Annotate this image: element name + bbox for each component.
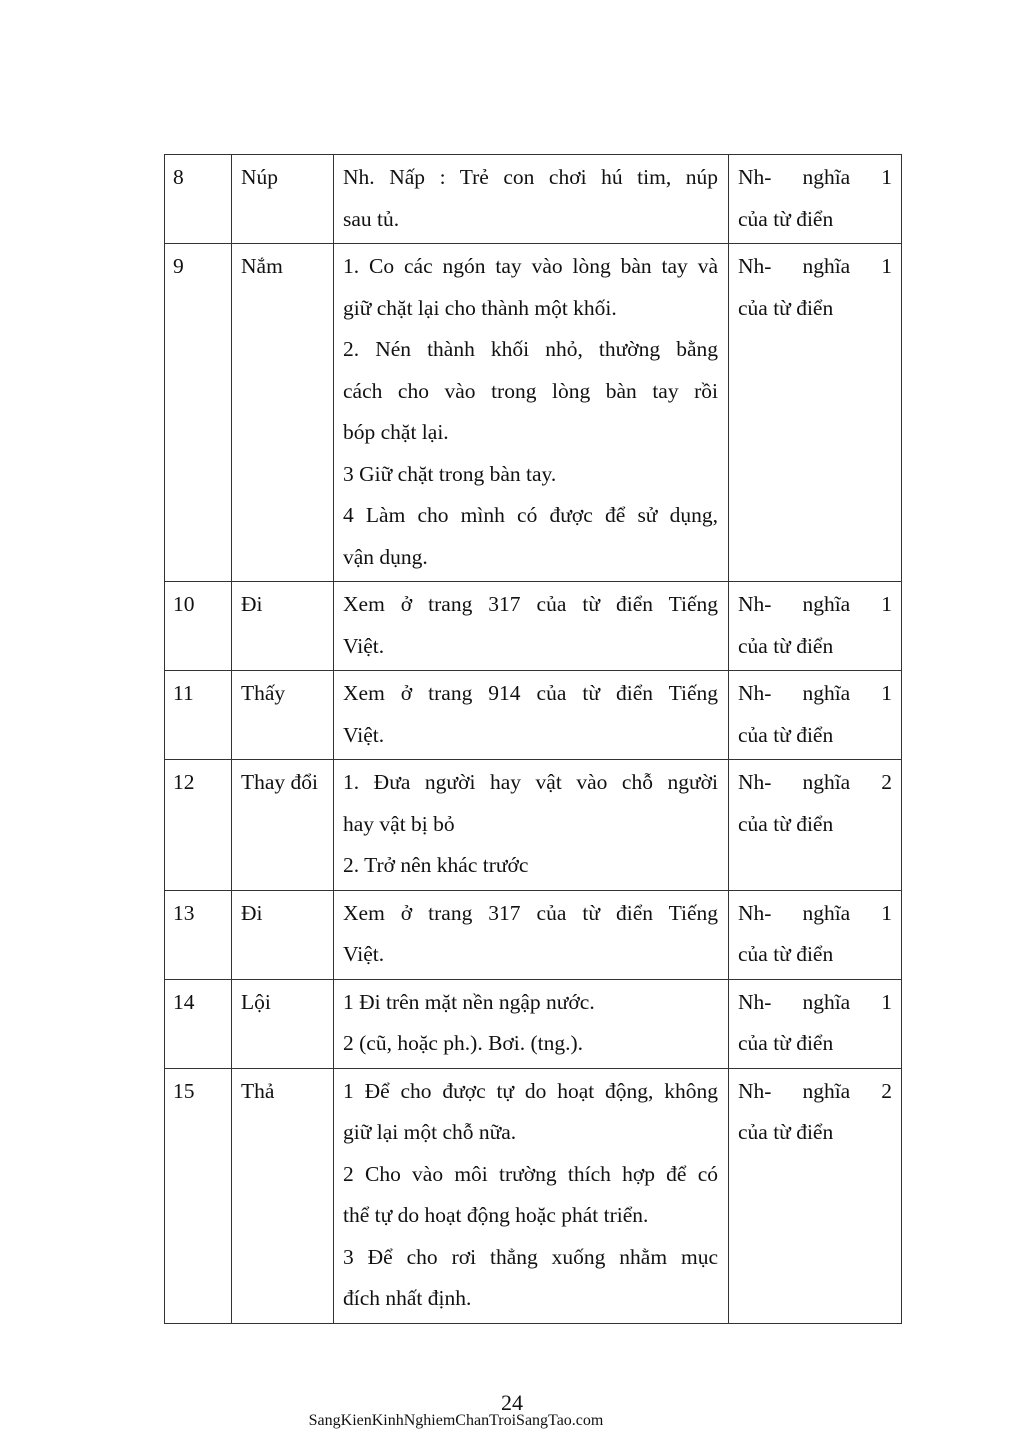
definition-line: Việt. <box>343 942 385 966</box>
definition-line: 1 Đi trên mặt nền ngập nước. <box>343 989 595 1014</box>
note-part-a: Nh- <box>738 900 772 925</box>
definition-line: cách cho vào trong lòng bàn tay rồi <box>343 378 718 403</box>
note-part-a: Nh- <box>738 254 772 278</box>
definition-line: Việt. <box>343 722 385 747</box>
entry-definition <box>334 582 729 671</box>
definition-line: 4 Làm cho mình có được để sử dụng, <box>343 503 718 527</box>
note-source: của từ điển <box>738 1120 834 1144</box>
entry-word: Lội <box>232 979 334 1068</box>
table-row <box>165 890 902 979</box>
table-row <box>165 760 902 891</box>
table-row <box>165 582 902 671</box>
definition-line: 1 Để cho được tự do hoạt động, không <box>343 1078 718 1103</box>
note-part-b: nghĩa <box>802 592 851 616</box>
definition-line: Xem ở trang 914 của từ điển Tiếng <box>343 681 718 705</box>
note-source: của từ điển <box>738 1031 834 1055</box>
note-part-c: 2 <box>881 1078 892 1103</box>
note-part-c: 1 <box>881 254 892 278</box>
definition-line: 1. Co các ngón tay vào lòng bàn tay và <box>343 254 718 278</box>
table-body <box>165 155 902 1324</box>
entry-word: Thay đổi <box>232 760 334 891</box>
entry-note <box>729 582 902 671</box>
entry-number: 9 <box>165 244 232 582</box>
entry-note <box>729 890 902 979</box>
definition-line: Việt. <box>343 633 385 658</box>
note-part-c: 2 <box>881 770 892 794</box>
table-row <box>165 244 902 582</box>
definition-line: Xem ở trang 317 của từ điển Tiếng <box>343 900 718 925</box>
entry-definition <box>334 890 729 979</box>
note-part-c: 1 <box>881 989 892 1014</box>
definition-line: 3 Giữ chặt trong bàn tay. <box>343 461 557 486</box>
definition-line: 1. Đưa người hay vật vào chỗ người <box>343 770 718 794</box>
entry-number: 13 <box>165 890 232 979</box>
entry-definition <box>334 1068 729 1323</box>
entry-number: 11 <box>165 671 232 760</box>
definition-line: 3 Để cho rơi thẳng xuống nhằm mục <box>343 1244 718 1269</box>
note-part-b: nghĩa <box>802 254 851 278</box>
note-part-c: 1 <box>881 165 892 189</box>
note-part-a: Nh- <box>738 770 772 794</box>
note-part-b: nghĩa <box>802 1078 851 1103</box>
note-part-b: nghĩa <box>802 165 851 189</box>
note-source: của từ điển <box>738 633 834 658</box>
entry-word: Đi <box>232 890 334 979</box>
table-row <box>165 671 902 760</box>
definition-line: giữ chặt lại cho thành một khối. <box>343 295 617 320</box>
note-part-a: Nh- <box>738 989 772 1014</box>
definition-line: 2. Trở nên khác trước <box>343 853 529 877</box>
note-part-b: nghĩa <box>802 770 851 794</box>
note-part-b: nghĩa <box>802 681 851 705</box>
note-part-c: 1 <box>881 592 892 616</box>
entry-definition <box>334 671 729 760</box>
entry-note <box>729 760 902 891</box>
entry-number: 8 <box>165 155 232 244</box>
definition-line: sau tủ. <box>343 206 400 231</box>
definition-line: Nh. Nấp : Trẻ con chơi hú tim, núp <box>343 165 718 189</box>
note-part-a: Nh- <box>738 592 772 616</box>
entry-word: Nắm <box>232 244 334 582</box>
entry-word: Thả <box>232 1068 334 1323</box>
definition-line: 2. Nén thành khối nhỏ, thường bằng <box>343 337 718 361</box>
table-row <box>165 155 902 244</box>
note-source: của từ điển <box>738 295 834 320</box>
note-part-c: 1 <box>881 681 892 705</box>
entry-word: Thấy <box>232 671 334 760</box>
definition-line: bóp chặt lại. <box>343 420 449 444</box>
entry-number: 15 <box>165 1068 232 1323</box>
entry-note <box>729 1068 902 1323</box>
entry-word: Đi <box>232 582 334 671</box>
definition-line: 2 (cũ, hoặc ph.). Bơi. (tng.). <box>343 1031 584 1055</box>
note-source: của từ điển <box>738 206 834 231</box>
entry-number: 12 <box>165 760 232 891</box>
definition-line: vận dụng. <box>343 544 428 569</box>
entry-definition <box>334 979 729 1068</box>
definition-line: 2 Cho vào môi trường thích hợp để có <box>343 1161 718 1186</box>
note-part-b: nghĩa <box>802 900 851 925</box>
note-part-c: 1 <box>881 900 892 925</box>
entry-note <box>729 979 902 1068</box>
entry-word: Núp <box>232 155 334 244</box>
table-row <box>165 1068 902 1323</box>
entry-note <box>729 155 902 244</box>
note-source: của từ điển <box>738 942 834 966</box>
entry-definition <box>334 760 729 891</box>
definition-line: đích nhất định. <box>343 1286 472 1310</box>
note-part-a: Nh- <box>738 1078 772 1103</box>
entry-note <box>729 671 902 760</box>
dictionary-table <box>164 154 902 1324</box>
entry-note <box>729 244 902 582</box>
page-number: 24 <box>501 1390 523 1415</box>
definition-line: hay vật bị bỏ <box>343 811 455 836</box>
definition-line: Xem ở trang 317 của từ điển Tiếng <box>343 592 718 616</box>
table-row <box>165 979 902 1068</box>
definition-line: thể tự do hoạt động hoặc phát triển. <box>343 1203 649 1227</box>
note-source: của từ điển <box>738 811 834 836</box>
entry-definition <box>334 244 729 582</box>
note-part-a: Nh- <box>738 165 772 189</box>
note-part-a: Nh- <box>738 681 772 705</box>
footer-website: SangKienKinhNghiemChanTroiSangTao.com <box>308 1412 604 1429</box>
note-part-b: nghĩa <box>802 989 851 1014</box>
entry-number: 14 <box>165 979 232 1068</box>
definition-line: giữ lại một chỗ nữa. <box>343 1120 517 1144</box>
note-source: của từ điển <box>738 722 834 747</box>
entry-number: 10 <box>165 582 232 671</box>
entry-definition <box>334 155 729 244</box>
